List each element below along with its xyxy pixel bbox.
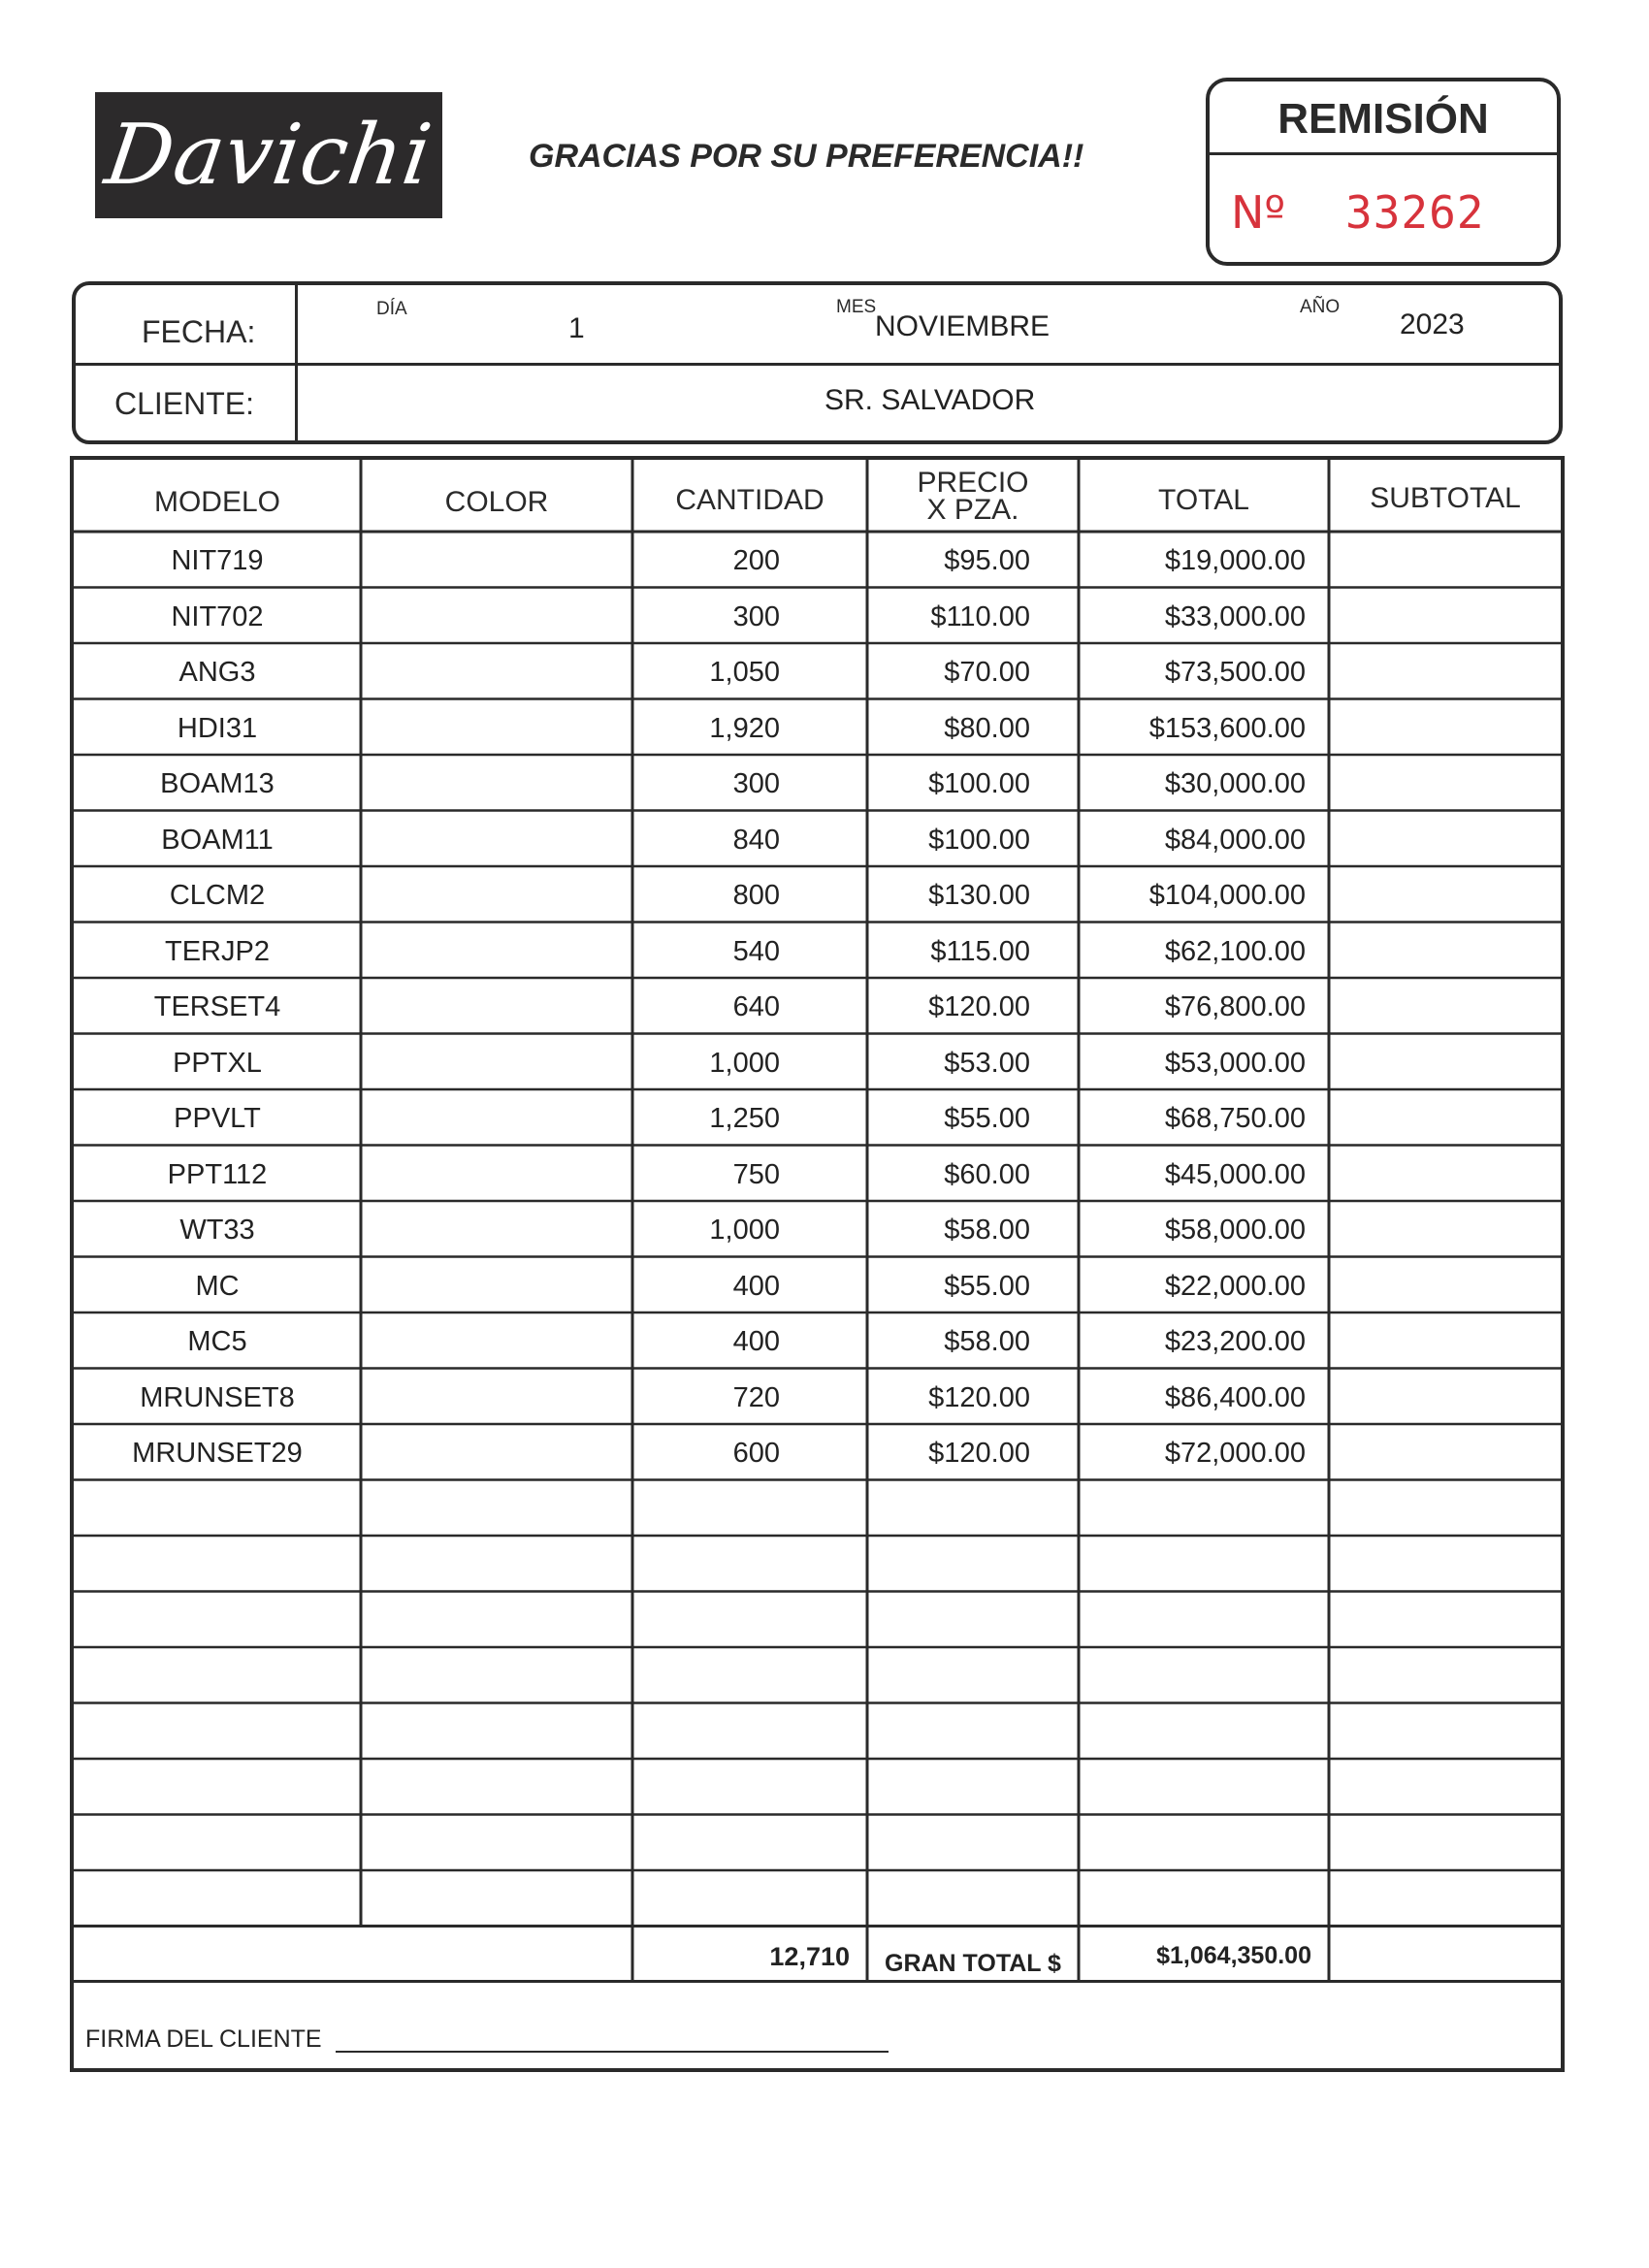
- col-header-color: COLOR: [444, 486, 549, 518]
- cell-cantidad: 200: [732, 545, 780, 576]
- cell-cantidad: 300: [732, 600, 780, 632]
- cell-modelo: WT33: [179, 1215, 255, 1246]
- gran-total-label: GRAN TOTAL $: [885, 1950, 1061, 1977]
- cell-total: $23,200.00: [1164, 1326, 1306, 1357]
- cell-modelo: NIT719: [171, 545, 264, 576]
- cell-precio: $55.00: [944, 1270, 1030, 1302]
- remision-box: [1206, 78, 1561, 266]
- cell-total: $68,750.00: [1164, 1103, 1306, 1134]
- cell-modelo: MC5: [187, 1326, 247, 1357]
- col-header-modelo: MODELO: [153, 486, 281, 518]
- thanks-message: GRACIAS POR SU PREFERENCIA!!: [529, 138, 1084, 175]
- cell-modelo: BOAM11: [161, 824, 274, 856]
- dia-value: 1: [568, 312, 585, 344]
- items-table: [70, 456, 1565, 2072]
- mes-value: NOVIEMBRE: [875, 310, 1051, 342]
- cell-total: $45,000.00: [1164, 1158, 1306, 1190]
- col-header-subtotal: SUBTOTAL: [1370, 482, 1521, 514]
- col-header-precio: PRECIO X PZA.: [917, 467, 1029, 526]
- cell-modelo: CLCM2: [169, 880, 266, 911]
- cliente-label: CLIENTE:: [114, 386, 255, 421]
- fecha-label: FECHA:: [142, 314, 256, 349]
- cell-modelo: MRUNSET8: [140, 1381, 295, 1413]
- remision-number: 33262: [1345, 186, 1485, 239]
- cell-precio: $58.00: [944, 1326, 1030, 1357]
- cell-cantidad: 600: [732, 1438, 780, 1469]
- cell-modelo: PPT112: [167, 1158, 268, 1190]
- cell-total: $62,100.00: [1164, 935, 1306, 967]
- table-gridlines: [70, 456, 1565, 2072]
- cell-total: $30,000.00: [1164, 768, 1306, 799]
- cell-modelo: TERSET4: [153, 991, 281, 1022]
- cell-modelo: MC: [195, 1270, 240, 1302]
- cell-cantidad: 300: [732, 768, 780, 799]
- cell-cantidad: 1,920: [709, 712, 780, 744]
- cell-precio: $100.00: [928, 768, 1030, 799]
- cell-cantidad: 400: [732, 1270, 780, 1302]
- cell-modelo: HDI31: [177, 712, 258, 744]
- cell-modelo: PPVLT: [174, 1103, 261, 1134]
- cliente-value: SR. SALVADOR: [824, 384, 1036, 416]
- cell-cantidad: 1,050: [709, 657, 780, 688]
- cell-total: $22,000.00: [1164, 1270, 1306, 1302]
- cell-precio: $95.00: [944, 545, 1030, 576]
- cell-cantidad: 1,250: [709, 1103, 780, 1134]
- col-header-total: TOTAL: [1158, 484, 1249, 516]
- logo-text: Davichi: [99, 107, 438, 204]
- cell-cantidad: 640: [732, 991, 780, 1022]
- cell-modelo: NIT702: [171, 600, 264, 632]
- cell-cantidad: 750: [732, 1158, 780, 1190]
- cell-precio: $120.00: [928, 991, 1030, 1022]
- cell-cantidad: 1,000: [709, 1047, 780, 1079]
- cell-precio: $53.00: [944, 1047, 1030, 1079]
- anio-value: 2023: [1400, 308, 1465, 340]
- dia-label: DÍA: [376, 299, 407, 319]
- cell-total: $153,600.00: [1148, 712, 1306, 744]
- cell-total: $53,000.00: [1164, 1047, 1306, 1079]
- cell-total: $86,400.00: [1164, 1381, 1306, 1413]
- cell-precio: $120.00: [928, 1381, 1030, 1413]
- cell-cantidad: 720: [732, 1381, 780, 1413]
- cell-total: $19,000.00: [1164, 545, 1306, 576]
- cell-total: $58,000.00: [1164, 1215, 1306, 1246]
- cell-total: $72,000.00: [1164, 1438, 1306, 1469]
- cell-cantidad: 840: [732, 824, 780, 856]
- firma-line: [336, 2051, 889, 2053]
- remision-number-label: Nº: [1231, 186, 1286, 239]
- cell-precio: $110.00: [930, 600, 1030, 632]
- cell-modelo: ANG3: [178, 657, 256, 688]
- cell-precio: $70.00: [944, 657, 1030, 688]
- anio-label: AÑO: [1300, 297, 1341, 317]
- date-client-box: [72, 281, 1563, 444]
- cell-precio: $80.00: [944, 712, 1030, 744]
- cell-cantidad: 1,000: [709, 1215, 780, 1246]
- mes-label: MES: [836, 297, 877, 317]
- cell-cantidad: 540: [732, 935, 780, 967]
- cell-precio: $100.00: [928, 824, 1030, 856]
- cell-precio: $60.00: [944, 1158, 1030, 1190]
- cell-total: $76,800.00: [1164, 991, 1306, 1022]
- cell-precio: $120.00: [928, 1438, 1030, 1469]
- firma-label: FIRMA DEL CLIENTE: [85, 2025, 322, 2053]
- remision-title: REMISIÓN: [1277, 95, 1489, 143]
- cell-precio: $130.00: [928, 880, 1030, 911]
- total-cantidad: 12,710: [769, 1942, 850, 1971]
- cell-cantidad: 400: [732, 1326, 780, 1357]
- cell-modelo: TERJP2: [165, 935, 270, 967]
- cell-modelo: MRUNSET29: [132, 1438, 303, 1469]
- cell-total: $104,000.00: [1148, 880, 1306, 911]
- cell-precio: $55.00: [944, 1103, 1030, 1134]
- cell-modelo: BOAM13: [160, 768, 275, 799]
- cell-total: $84,000.00: [1164, 824, 1306, 856]
- company-logo: [95, 92, 442, 218]
- cell-total: $33,000.00: [1164, 600, 1306, 632]
- cell-precio: $58.00: [944, 1215, 1030, 1246]
- cell-total: $73,500.00: [1164, 657, 1306, 688]
- cell-cantidad: 800: [732, 880, 780, 911]
- cell-modelo: PPTXL: [173, 1047, 262, 1079]
- gran-total-value: $1,064,350.00: [1156, 1942, 1311, 1969]
- cell-precio: $115.00: [930, 935, 1030, 967]
- col-header-cantidad: CANTIDAD: [675, 484, 824, 516]
